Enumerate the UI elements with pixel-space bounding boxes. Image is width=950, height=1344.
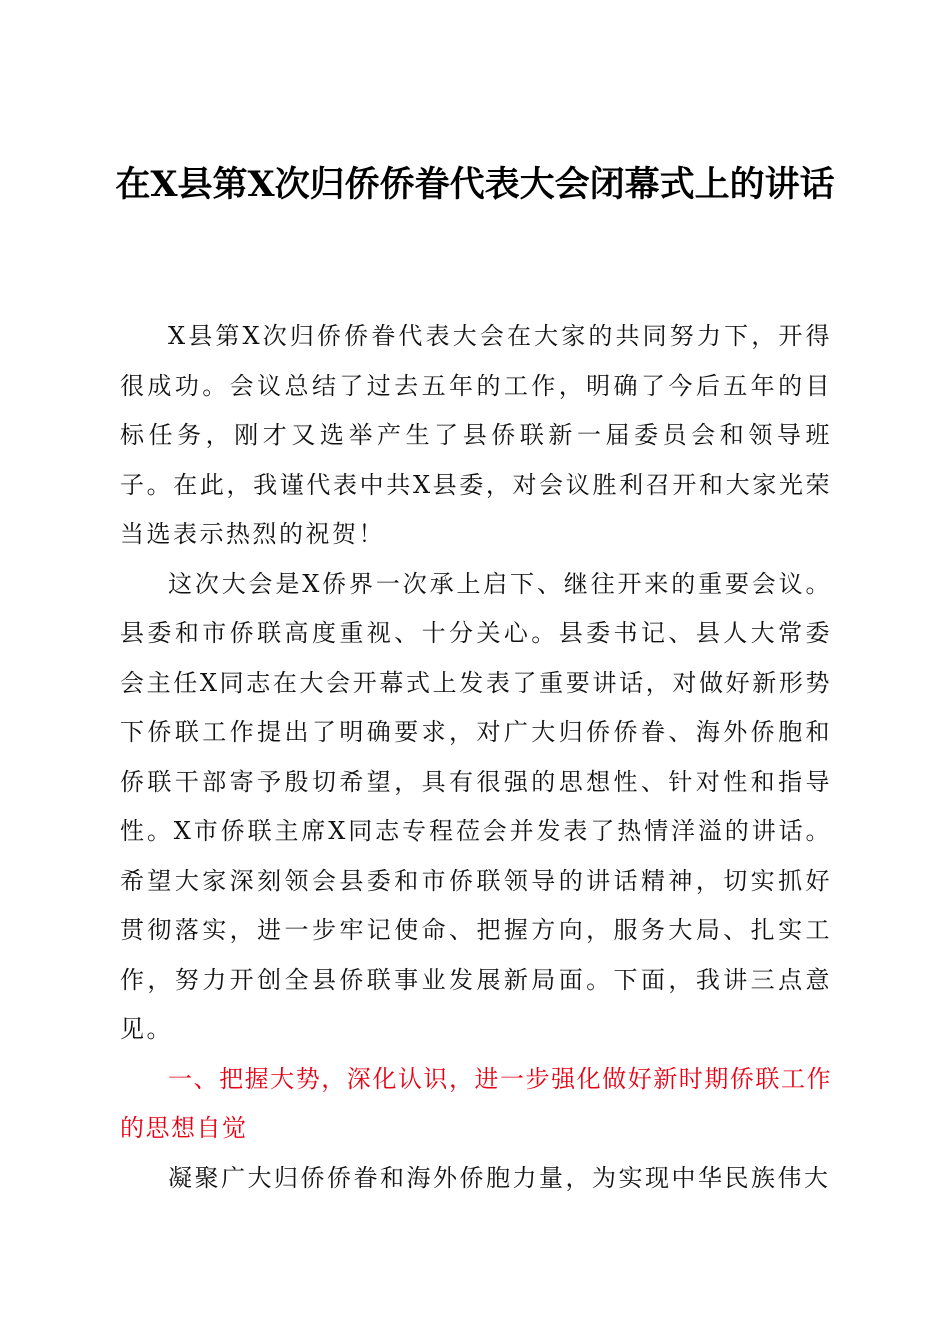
paragraph-meeting-importance: 这次大会是X侨界一次承上启下、继往开来的重要会议。县委和市侨联高度重视、十分关心。县委书记、县人大常委会主任X同志在大会开幕式上发表了重要讲话，对做好新形势下侨联工作提出了明确要求，对广大归侨侨眷、海外侨胞和侨联干部寄予殷切希望，具有很强的思想性、针对性和指导性。X市侨联主席X同志专程莅会并发表了热情洋溢的讲话。希望大家深刻领会县委和市侨联领导的讲话精神，切实抓好贯彻落实，进一步牢记使命、把握方向，服务大局、扎实工作，努力开创全县侨联事业发展新局面。下面，我讲三点意见。 xyxy=(120,569,832,1043)
paragraph-section-1-start: 凝聚广大归侨侨眷和海外侨胞力量，为实现中华民族伟大 xyxy=(168,1163,831,1192)
document-title: 在X县第X次归侨侨眷代表大会闭幕式上的讲话 xyxy=(115,164,835,205)
paragraph-opening: X县第X次归侨侨眷代表大会在大家的共同努力下，开得很成功。会议总结了过去五年的工作，明确了今后五年的目标任务，刚才又选举产生了县侨联新一届委员会和领导班子。在此，我谨代表中共X县委，对会议胜利召开和大家光荣当选表示热烈的祝贺！ xyxy=(120,322,832,548)
section-heading-1: 一、把握大势，深化认识，进一步强化做好新时期侨联工作的思想自觉 xyxy=(120,1064,832,1142)
document-body xyxy=(120,312,832,1203)
